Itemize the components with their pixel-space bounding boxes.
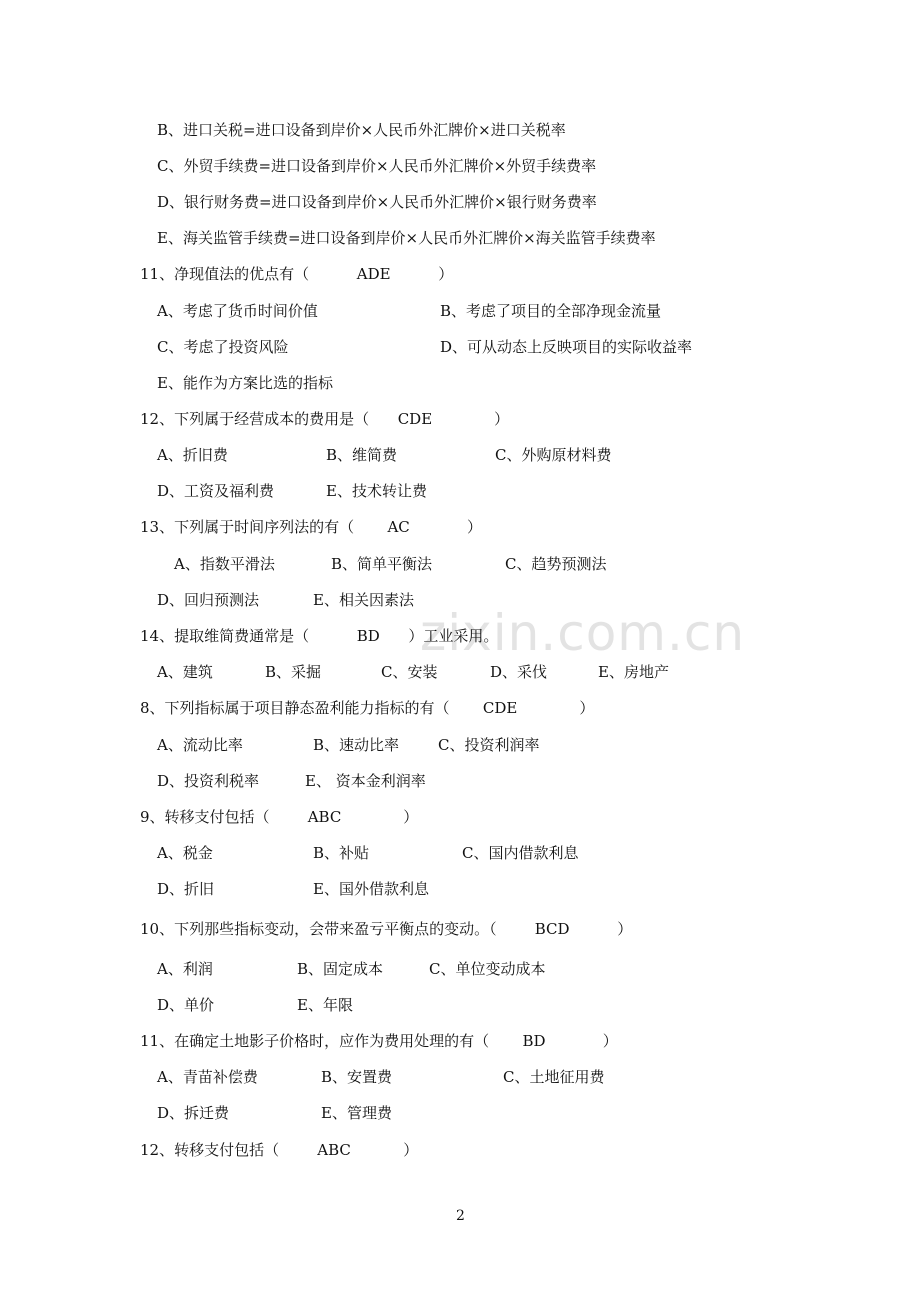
question-10-breakeven: 10、下列那些指标变动，会带来盈亏平衡点的变动。（ BCD ） xyxy=(140,920,633,938)
option-d: D、投资利税率 xyxy=(157,772,260,790)
option-e: E、管理费 xyxy=(321,1104,392,1122)
question-14-maintenance-fee: 14、提取维简费通常是（ BD ）工业采用。 xyxy=(140,627,499,645)
option-a: A、流动比率 xyxy=(157,736,243,754)
option-c: C、安装 xyxy=(381,663,438,681)
option-c: C、土地征用费 xyxy=(503,1068,605,1086)
option-c: C、趋势预测法 xyxy=(505,555,607,573)
option-d: D、采伐 xyxy=(490,663,548,681)
option-a: A、折旧费 xyxy=(157,446,228,464)
option-b: B、速动比率 xyxy=(313,736,400,754)
option-c: C、国内借款利息 xyxy=(462,844,579,862)
option-c: C、单位变动成本 xyxy=(429,960,546,978)
question-11-npv: 11、净现值法的优点有（ ADE ） xyxy=(140,265,454,283)
option-b: B、采掘 xyxy=(265,663,322,681)
option-a: A、考虑了货币时间价值 xyxy=(157,302,318,320)
question-12-transfer-payment: 12、转移支付包括（ ABC ） xyxy=(140,1141,419,1159)
option-e: E、年限 xyxy=(297,996,353,1014)
option-e: E、能作为方案比选的指标 xyxy=(157,374,333,392)
option-e: E、 资本金利润率 xyxy=(305,772,426,790)
option-d: D、工资及福利费 xyxy=(157,482,275,500)
question-8-static-profitability: 8、下列指标属于项目静态盈利能力指标的有（ CDE ） xyxy=(140,699,595,717)
option-b: B、固定成本 xyxy=(297,960,384,978)
option-e: E、技术转让费 xyxy=(326,482,427,500)
option-b: B、维简费 xyxy=(326,446,398,464)
option-b: B、简单平衡法 xyxy=(331,555,433,573)
option-e: E、相关因素法 xyxy=(313,591,414,609)
question-9-transfer-payment: 9、转移支付包括（ ABC ） xyxy=(140,808,419,826)
option-e: E、房地产 xyxy=(598,663,669,681)
option-e: E、国外借款利息 xyxy=(313,880,429,898)
option-line: D、银行财务费=进口设备到岸价×人民币外汇牌价×银行财务费率 xyxy=(157,193,597,211)
option-c: C、投资利润率 xyxy=(438,736,540,754)
option-line: B、进口关税=进口设备到岸价×人民币外汇牌价×进口关税率 xyxy=(157,121,566,139)
option-a: A、税金 xyxy=(157,844,213,862)
option-c: C、外购原材料费 xyxy=(495,446,612,464)
option-line: C、外贸手续费=进口设备到岸价×人民币外汇牌价×外贸手续费率 xyxy=(157,157,597,175)
option-d: D、折旧 xyxy=(157,880,215,898)
option-d: D、单价 xyxy=(157,996,215,1014)
option-a: A、利润 xyxy=(157,960,213,978)
option-d: D、可从动态上反映项目的实际收益率 xyxy=(440,338,693,356)
question-13-time-series: 13、下列属于时间序列法的有（ AC ） xyxy=(140,518,482,536)
page-number: 2 xyxy=(456,1208,465,1224)
question-11-land-shadow-price: 11、在确定土地影子价格时，应作为费用处理的有（ BD ） xyxy=(140,1032,618,1050)
option-a: A、指数平滑法 xyxy=(174,555,275,573)
option-line: E、海关监管手续费=进口设备到岸价×人民币外汇牌价×海关监管手续费率 xyxy=(157,229,656,247)
watermark: zixin.com.cn xyxy=(420,604,746,662)
option-b: B、安置费 xyxy=(321,1068,393,1086)
option-a: A、青苗补偿费 xyxy=(157,1068,258,1086)
option-b: B、补贴 xyxy=(313,844,370,862)
option-d: D、拆迁费 xyxy=(157,1104,230,1122)
option-d: D、回归预测法 xyxy=(157,591,260,609)
question-12-operating-cost: 12、下列属于经营成本的费用是（ CDE ） xyxy=(140,410,510,428)
option-c: C、考虑了投资风险 xyxy=(157,338,289,356)
option-b: B、考虑了项目的全部净现金流量 xyxy=(440,302,662,320)
option-a: A、建筑 xyxy=(157,663,213,681)
